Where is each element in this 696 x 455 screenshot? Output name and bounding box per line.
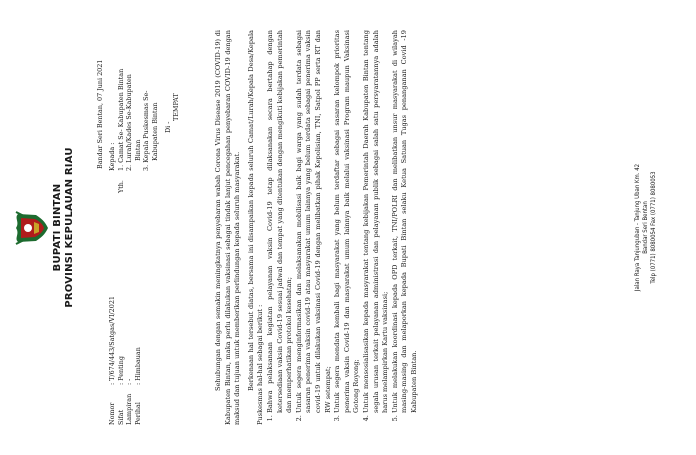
addressee-kepada: Kepada :: [108, 142, 116, 171]
date-place: Bandar Seri Bentan, 07 Juni 2021: [96, 59, 104, 169]
meta-row-perihal: Perihal: Himbauan: [133, 347, 142, 425]
emblem-icon: [10, 208, 50, 248]
addressee-line-1: Yth.1. Camat Se- Kabupaten Bintan: [116, 68, 125, 193]
addressee-line-3: Bintan: [133, 139, 142, 161]
meta-row-sifat: Sifat: Penting: [116, 356, 125, 425]
body-paragraph-1: Sehubungan dengan semakin meningkatnya penyebaran wabah Corona Virus Disease 2019 (COVID-19) di Kabupaten Bintan, maka perlu dilakukan vaksinasi sebagai tindak lanjut pencegahan penyebaran COVID-19 dengan maksud dan tujuan untuk memberikan perlindungan kepada seluruh masyarakat.: [214, 30, 242, 425]
addressee-di: Di -: [163, 121, 172, 133]
meta-block: [108, 296, 142, 425]
addressee-block: [108, 69, 181, 193]
list-item: 4. Untuk mensosialisasikan kepada masyarakat tentang kebijakan Pemerintah Daerah Kabupaten Bintan tentang segala urusan terkait pelayanan administrasi dan pelayanan publik sebagai salah satu persyaratannya adalah harus melampirkan Kartu vaksinasi;: [362, 30, 391, 413]
meta-row-nomor: Nomor: T/674/443/Satgas/VI/2021: [108, 296, 116, 425]
body-paragraph-2: Berkenaan hal tersebut diatas, bersama ini disampaikan kepada seluruh Camat/Lurah/Kepala Desa/Kepala Puskesmas hal-hal sebagai berikut :: [246, 30, 265, 425]
instruction-list: [266, 30, 420, 425]
letterhead-subtitle: PROVINSI KEPULAUAN RIAU: [64, 147, 75, 308]
addressee-line-5: Kabupaten Bintan: [150, 102, 159, 161]
addressee-tempat: TEMPAT: [172, 93, 181, 121]
footer-line-2: Bandar Seri Bentan: [642, 201, 649, 254]
list-item: 5. Untuk melakukan koordinasi kepada OPD terkait, TNI/POLRI dan melibatkan unsur masyarakat di wilayah masing-masing dan melaporkan kepada Bupati Bintan selaku Ketua Satuan Tugas penanganan Covid -19 Kabupaten Bintan.: [391, 30, 420, 413]
meta-row-lampiran: Lampiran: -: [125, 378, 134, 425]
addressee-line-4: 3. Kepala Puskesmas Se-: [142, 90, 151, 171]
letterhead-title: BUPATI BINTAN: [52, 183, 63, 272]
footer-line-3: Telp (0771) 8080054 Fax (0771) 8080053: [650, 171, 657, 284]
footer-line-1: Jalan Raya Tanjunguban - Tanjung Uban Km. 42: [634, 163, 641, 292]
footer-address: [634, 0, 658, 455]
addressee-line-2: 2. Lurah/Kades Se-Kabupaten: [125, 74, 134, 171]
list-item: 3. Untuk segera mendata kembali bagi masyarakat yang belum terdaftar sebagai sasaran kelompok prioritas penerima vaksin Covid-19 dan masyarakat umum lainnya baik melalui vaksinasi Program maupun Vaksinasi Gotong Royong;: [333, 30, 362, 413]
list-item: 1. Bahwa pelaksanaan kegiatan pelayanan vaksin Covid-19 tetap dilaksanakan secara bertahap dengan ketersediaan vaksin Covid-19 sesuai jadwal dan tempat yang ditentukan dengan mengikuti kebijakan pemerintah dan memperhatikan protokol kesehatan;: [266, 30, 295, 413]
letter-body: [214, 30, 419, 425]
list-item: 2. Untuk segera menginformasikan dan melaksanakan mobilisasi baik bagi warga yang sudah terdata sebagai sasaran penerima vaksin covid-19 atau masyarakat umum lainnya yang belum terdata sebagai penerima vaksin covid-19 untuk dilakukan vaksinasi Covid-19 dengan melibatkan pihak Kepolisian, TNI, Satpol PP serta RT dan RW setempat;: [295, 30, 333, 413]
